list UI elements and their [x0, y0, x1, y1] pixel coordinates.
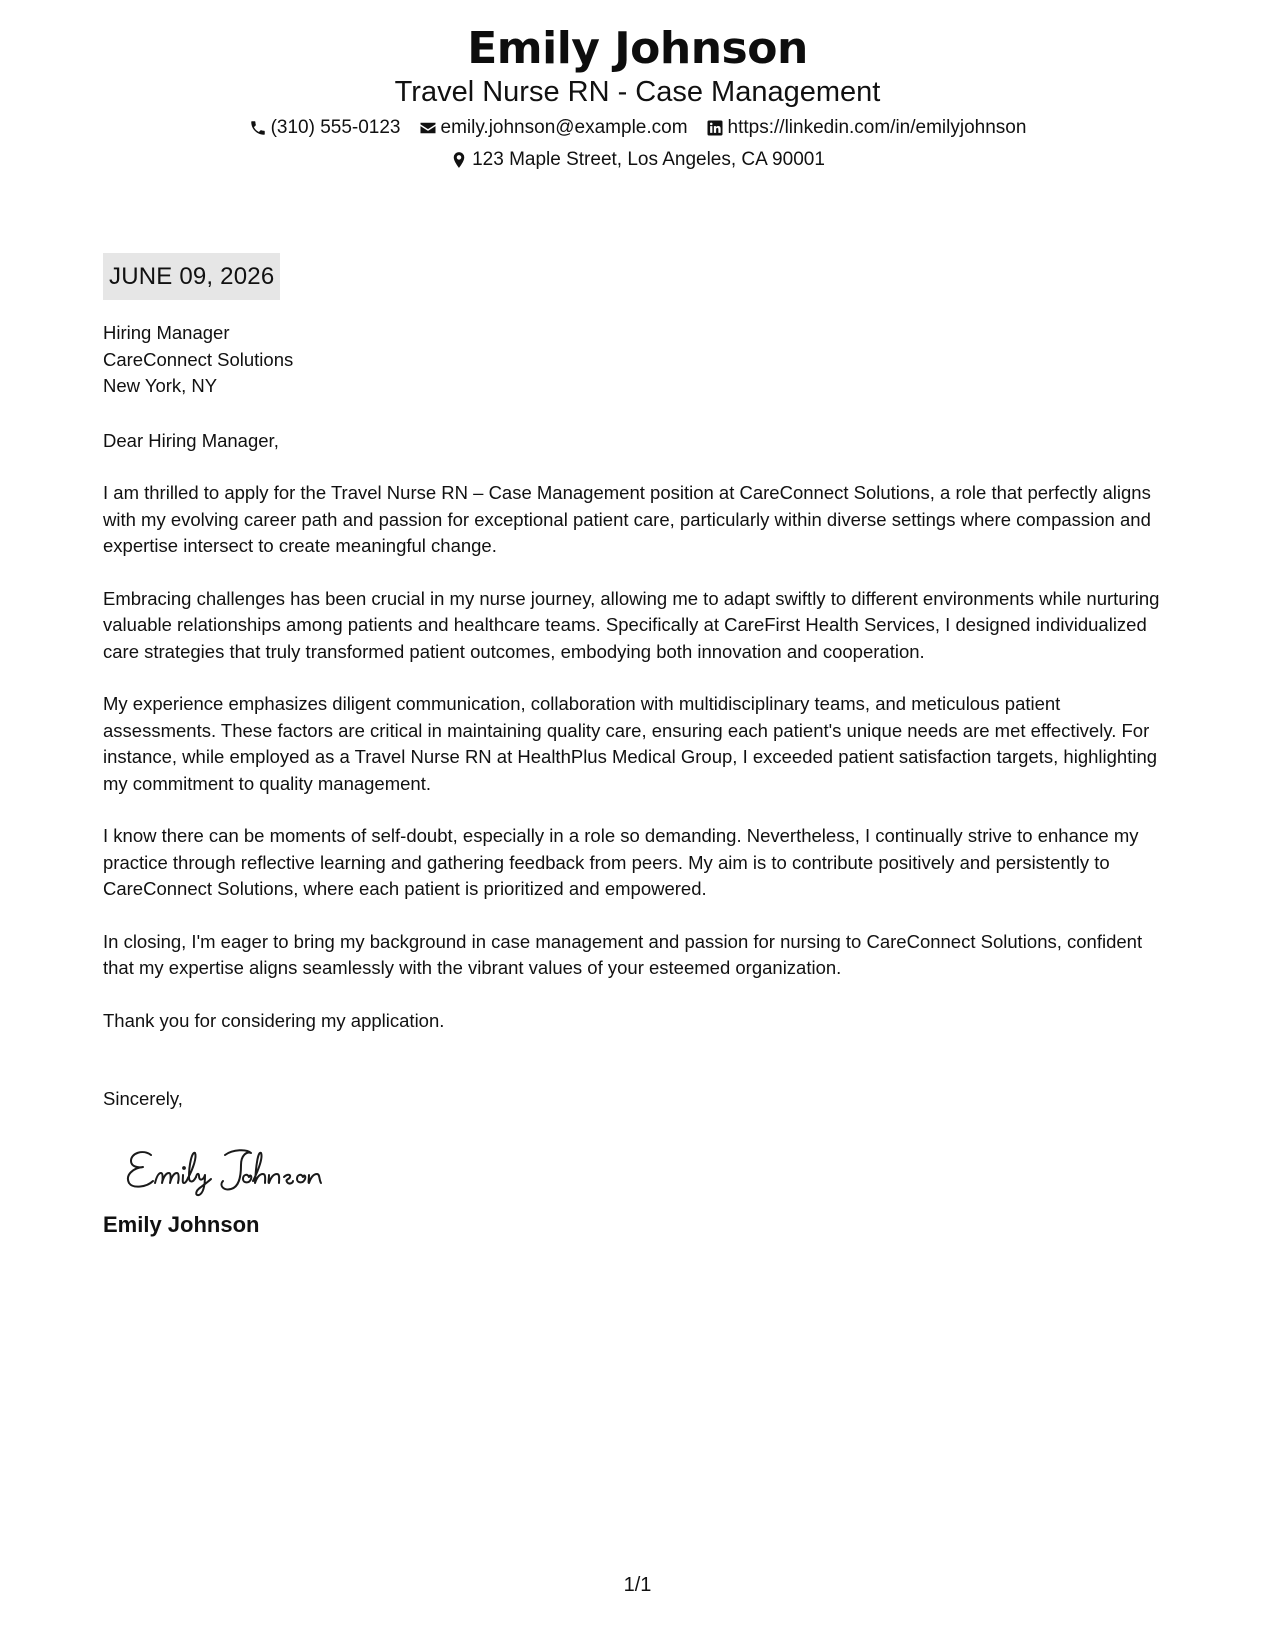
body-paragraph: Embracing challenges has been crucial in my nurse journey, allowing me to adapt swiftly to different environments while nurturing valuable relationships among patients and healthcare teams. Specifically at CareFirst Health Services, I designed individualized care strategies that truly transformed patient outcomes, embodying both innovation and cooperation. — [103, 587, 1160, 662]
applicant-name: Emily Johnson — [467, 23, 808, 74]
letter-body — [103, 320, 1175, 1239]
envelope-icon — [419, 119, 437, 137]
linkedin-text: https://linkedin.com/in/emilyjohnson — [727, 117, 1027, 138]
body-paragraph: In closing, I'm eager to bring my background in case management and passion for nursing to CareConnect Solutions, confident that my expertise aligns seamlessly with the vibrant values of your esteemed organization. — [103, 930, 1143, 978]
contact-phone — [249, 116, 401, 140]
letter-header — [0, 22, 1275, 172]
linkedin-icon — [706, 119, 724, 137]
recipient-line: CareConnect Solutions — [103, 348, 294, 370]
body-paragraph: I am thrilled to apply for the Travel Nurse RN – Case Management position at CareConnect Solutions, a role that perfectly aligns with my evolving career path and passion for exceptional patient care, particularly within diverse settings where compassion and expertise intersect to create meaningful change. — [103, 482, 1151, 556]
applicant-title: Travel Nurse RN - Case Management — [394, 76, 881, 108]
recipient-line: New York, NY — [103, 375, 218, 396]
letter-date: JUNE 09, 2026 — [103, 253, 280, 300]
signer-name: Emily Johnson — [103, 1211, 260, 1237]
contact-row-address — [0, 148, 1275, 172]
email-text: emily.johnson@example.com — [440, 117, 688, 138]
handwritten-signature — [121, 1137, 361, 1197]
contact-email[interactable] — [419, 116, 688, 140]
contact-linkedin[interactable] — [706, 116, 1027, 140]
contact-row-primary — [0, 116, 1275, 140]
body-paragraph: I know there can be moments of self-doubt, especially in a role so demanding. Nevertheless, I continually strive to enhance my practice through reflective learning and gathering feedback from peers. My aim is to contribute positively and persistently to CareConnect Solutions, where each patient is prioritized and empowered. — [103, 825, 1139, 899]
phone-icon — [249, 119, 267, 137]
salutation: Dear Hiring Manager, — [103, 429, 279, 451]
signoff: Sincerely, — [103, 1088, 183, 1109]
body-paragraph: My experience emphasizes diligent communication, collaboration with multidisciplinary teams, and meticulous patient assessments. These factors are critical in maintaining quality care, ensuring each patient's unique needs are met effectively. For instance, while employed as a Travel Nurse RN at HealthPlus Medical Group, I exceeded patient satisfaction targets, highlighting my commitment to quality management. — [103, 693, 1158, 794]
recipient-block — [103, 320, 1175, 400]
contact-address — [450, 148, 825, 172]
address-text: 123 Maple Street, Los Angeles, CA 90001 — [472, 149, 825, 170]
thanks-line: Thank you for considering my application. — [103, 1009, 445, 1031]
recipient-line: Hiring Manager — [103, 322, 230, 343]
phone-text: (310) 555-0123 — [270, 117, 401, 138]
page-number: 1/1 — [623, 1574, 652, 1596]
map-pin-icon — [450, 151, 468, 169]
